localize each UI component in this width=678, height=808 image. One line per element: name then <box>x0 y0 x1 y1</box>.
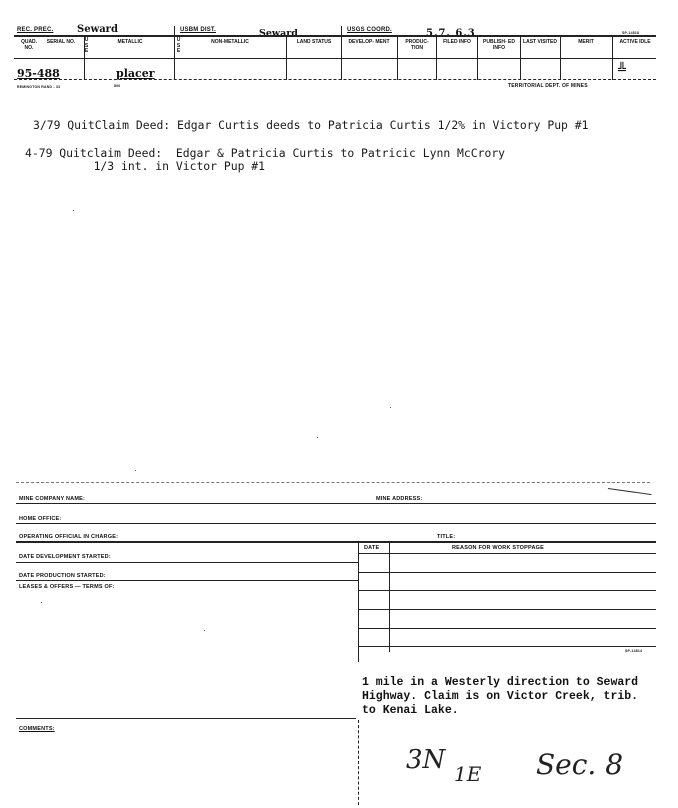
rec-prec-value: Seward <box>77 24 118 35</box>
date-production-started-label: DATE PRODUCTION STARTED: <box>19 573 106 579</box>
note-line: 3/79 QuitClaim Deed: Edgar Curtis deeds to Patricia Curtis 1/2% in Victory Pup #1 <box>33 118 589 132</box>
handwritten-range: 1E <box>454 762 482 786</box>
col-use-2: U S E <box>176 37 181 54</box>
leases-label: LEASES & OFFERS — TERMS OF: <box>19 584 115 590</box>
dept-label: TERRITORIAL DEPT. OF MINES <box>508 83 588 89</box>
col-metallic: METALLIC <box>117 39 143 45</box>
usbm-dist-value: Seward <box>259 28 298 39</box>
location-line: to Kenai Lake. <box>362 704 459 717</box>
note-line: 1/3 int. in Victor Pup #1 <box>25 159 266 173</box>
usbm-dist-label: USBM DIST. <box>180 27 217 33</box>
usgs-coord-label: USGS COORD. <box>347 27 392 33</box>
handwritten-township: 3N <box>406 745 446 775</box>
title-label: TITLE: <box>437 534 456 540</box>
metallic-value: placer <box>116 67 155 80</box>
col-use-1: U S E <box>84 37 89 54</box>
printer-code: 800 <box>114 84 121 88</box>
col-merit: MERIT <box>578 39 594 45</box>
operating-official-label: OPERATING OFFICIAL IN CHARGE: <box>19 534 119 540</box>
col-development: DEVELOP- MENT <box>348 39 390 45</box>
col-serial-no: SERIAL NO. <box>46 39 76 45</box>
stoppage-reason-header: REASON FOR WORK STOPPAGE <box>452 545 544 551</box>
printer-mark: REMINGTON RAND - 33 <box>17 85 61 89</box>
active-idle-mark: ╩ <box>618 63 626 78</box>
serial-value: 95-488 <box>17 67 60 80</box>
stoppage-date-header: DATE <box>364 545 380 551</box>
col-active-idle: ACTIVE IDLE <box>619 39 651 45</box>
rec-prec-label: REC. PREC. <box>17 27 54 33</box>
col-filed-info: FILED INFO <box>443 39 471 45</box>
col-last-visited: LAST VISITED <box>523 39 557 45</box>
usgs-coord-value: 5.7. 6.3 <box>426 28 476 39</box>
col-land-status: LAND STATUS <box>296 39 332 45</box>
location-line: 1 mile in a Westerly direction to Seward <box>362 676 639 689</box>
col-published-info: PUBLISH- ED INFO <box>483 39 515 51</box>
handwritten-section: Sec. 8 <box>536 748 624 781</box>
form-code-top: SP-14818 <box>622 31 640 35</box>
col-non-metallic: NON-METALLIC <box>211 39 249 45</box>
location-line: Highway. Claim is on Victor Creek, trib. <box>362 690 639 703</box>
col-quad-no: QUAD. NO. <box>20 39 38 51</box>
note-line: 4-79 Quitclaim Deed: Edgar & Patricia Curtis to Patricic Lynn McCrory <box>25 146 506 160</box>
home-office-label: HOME OFFICE: <box>19 516 62 522</box>
comments-label: COMMENTS: <box>19 726 55 732</box>
date-development-started-label: DATE DEVELOPMENT STARTED: <box>19 554 111 560</box>
form-code-back: SP-14814 <box>625 649 643 653</box>
mine-company-name-label: MINE COMPANY NAME: <box>19 496 86 502</box>
mine-address-label: MINE ADDRESS: <box>376 496 423 502</box>
col-production: PRODUC- TION <box>405 39 429 51</box>
